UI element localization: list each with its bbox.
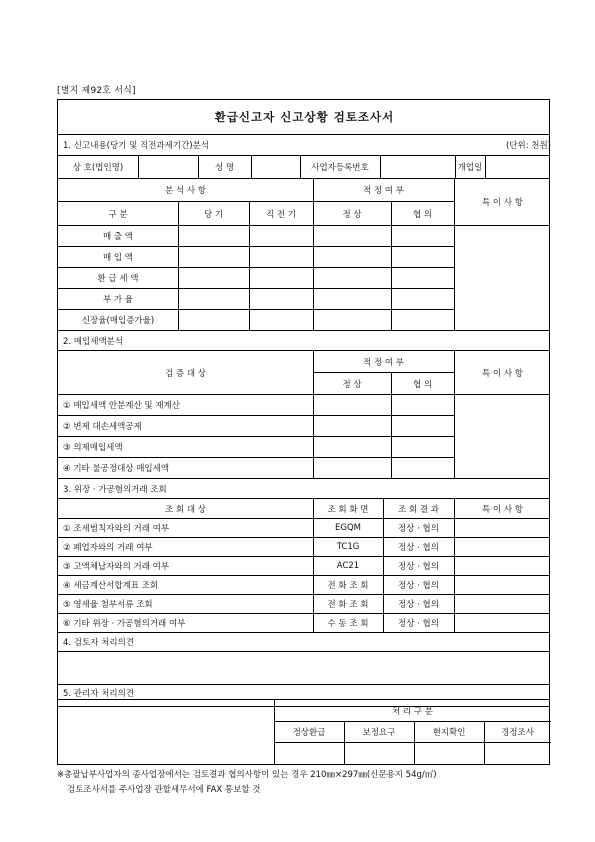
inquiry-screen-header: 조 회 화 면 bbox=[327, 504, 369, 515]
representative-name-field[interactable] bbox=[252, 156, 300, 178]
manager-opinion-field[interactable] bbox=[58, 700, 274, 763]
inquiry-row-result[interactable]: 정상 · 협의 bbox=[398, 581, 439, 591]
review-form bbox=[57, 99, 550, 707]
consultation-column-header: 협 의 bbox=[412, 209, 433, 220]
inquiry-row-result[interactable]: 정상 · 협의 bbox=[398, 524, 439, 534]
inquiry-row-screen: 전 화 조 회 bbox=[327, 581, 369, 591]
current-period-column-header: 당 기 bbox=[203, 209, 224, 220]
value-added-ratio-row-label: 부 가 율 bbox=[102, 295, 134, 305]
inquiry-result-header: 조 회 결 과 bbox=[398, 504, 439, 515]
refund-tax-row-label: 환 급 세 액 bbox=[97, 274, 139, 284]
unit-label: (단위: 천원) bbox=[505, 141, 551, 151]
section5-header: 5. 관리자 처리의견 bbox=[63, 689, 134, 699]
other-nondeductible-row: ④ 기타 불공정대상 매입세액 bbox=[63, 464, 170, 474]
manager-opinion-box bbox=[57, 699, 550, 765]
section2-consultation-header: 협 의 bbox=[412, 379, 433, 390]
form-number-label: [별지 제92호 서식] bbox=[57, 86, 136, 96]
section2-normal-header: 정 상 bbox=[342, 379, 362, 390]
inquiry-row-target: ⑤ 영세율 첨부서류 조회 bbox=[63, 600, 153, 610]
inquiry-row-target: ① 조세범칙자와의 거래 여부 bbox=[63, 524, 170, 534]
normal-column-header: 정 상 bbox=[342, 209, 362, 220]
growth-rate-row-label: 신장율(매입증가율) bbox=[81, 316, 155, 326]
section3-remarks-header: 특 이 사 항 bbox=[482, 504, 523, 515]
inquiry-row-screen: 수 동 조 회 bbox=[327, 619, 369, 629]
opening-date-label: 개업일 bbox=[457, 163, 483, 173]
section2-header: 2. 매입세액분석 bbox=[63, 336, 124, 347]
section3-header: 3. 위장 · 가공혐의거래 조회 bbox=[63, 484, 167, 495]
inquiry-row-result[interactable]: 정상 · 협의 bbox=[398, 562, 439, 572]
section4-header: 4. 검토자 처리의견 bbox=[63, 638, 134, 648]
deemed-input-tax-row: ③ 의제매입세액 bbox=[63, 443, 123, 453]
adequacy-header: 적 정 여 부 bbox=[363, 186, 404, 196]
remarks-header: 특 이 사 항 bbox=[482, 198, 523, 208]
reviewer-opinion-field[interactable] bbox=[58, 652, 551, 684]
input-tax-allocation-row: ① 매입세액 안분계산 및 재계산 bbox=[63, 401, 180, 411]
section2-adequacy-header: 적 정 여 부 bbox=[363, 357, 404, 368]
inquiry-row-result[interactable]: 정상 · 협의 bbox=[398, 600, 439, 610]
inquiry-row-target: ⑥ 기타 위장 · 가공혐의거래 여부 bbox=[63, 619, 186, 629]
inquiry-row-target: ③ 고액체납자와의 거래 여부 bbox=[63, 562, 170, 572]
bad-debt-deduction-row: ② 변제 대손세액공제 bbox=[63, 422, 142, 432]
inquiry-target-header: 조 회 대 상 bbox=[165, 504, 206, 515]
verification-target-header: 검 증 대 상 bbox=[165, 368, 206, 379]
option-correction-audit[interactable]: 경정조사 bbox=[501, 728, 534, 738]
inquiry-row-screen: EGQM bbox=[335, 523, 361, 533]
inquiry-row-screen: 전 화 조 회 bbox=[327, 600, 369, 610]
business-number-label: 사업자등록번호 bbox=[311, 163, 369, 173]
opening-date-field[interactable] bbox=[486, 156, 551, 178]
analysis-items-header: 분 석 사 항 bbox=[165, 186, 206, 196]
business-number-field[interactable] bbox=[381, 156, 455, 178]
form-title: 환급신고자 신고상황 검토조사서 bbox=[214, 110, 395, 124]
section1-header: 1. 신고내용(당기 및 직전과세기간)분석 bbox=[63, 141, 210, 151]
footnote-line-2: 검토조사서를 주사업장 관할세무서에 FAX 통보할 것 bbox=[67, 785, 261, 795]
inquiry-row-target: ② 폐업자와의 거래 여부 bbox=[63, 543, 153, 553]
representative-name-label: 성 명 bbox=[214, 163, 235, 173]
previous-period-column-header: 직 전 기 bbox=[265, 209, 297, 220]
option-field-inspection[interactable]: 현지확인 bbox=[432, 728, 466, 738]
company-name-field[interactable] bbox=[139, 156, 198, 178]
option-correction-request[interactable]: 보정요구 bbox=[362, 728, 396, 738]
company-name-label: 상 호(법인명) bbox=[72, 163, 124, 173]
sales-row-label: 매 출 액 bbox=[102, 232, 134, 242]
section2-remarks-header: 특 이 사 항 bbox=[482, 368, 523, 379]
inquiry-row-result[interactable]: 정상 · 협의 bbox=[398, 619, 439, 629]
category-column-header: 구 분 bbox=[108, 209, 128, 220]
option-normal-refund[interactable]: 정상환급 bbox=[292, 728, 326, 738]
inquiry-row-screen: AC21 bbox=[336, 561, 360, 571]
process-category-header: 처 리 구 분 bbox=[392, 706, 433, 717]
inquiry-row-target: ④ 세금계산서합계표 조회 bbox=[63, 581, 159, 591]
footnote-line-1: ※총괄납부사업자의 종사업장에서는 검토결과 협의사항이 있는 경우 210㎜×297㎜(신문용지 54g/㎡) bbox=[57, 770, 437, 780]
inquiry-row-result[interactable]: 정상 · 협의 bbox=[398, 543, 439, 553]
inquiry-row-screen: TC1G bbox=[336, 542, 360, 552]
purchase-row-label: 매 입 액 bbox=[102, 253, 134, 263]
